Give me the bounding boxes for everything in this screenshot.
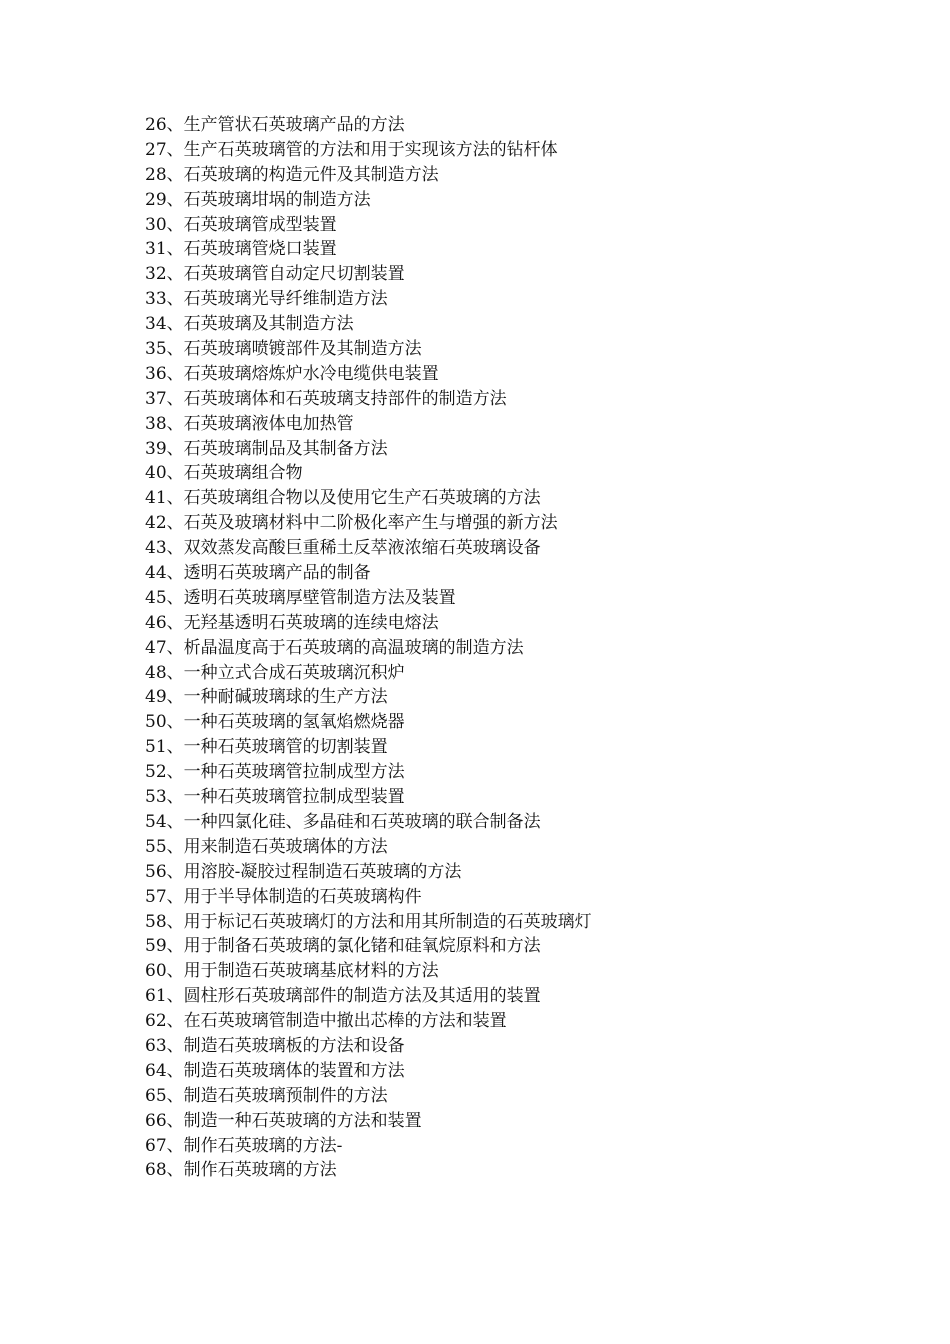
list-item: 54、一种四氯化硅、多晶硅和石英玻璃的联合制备法: [145, 811, 541, 832]
list-item: 35、石英玻璃喷镀部件及其制造方法: [145, 339, 422, 360]
list-item: 27、生产石英玻璃管的方法和用于实现该方法的钻杆体: [145, 139, 558, 160]
list-item: 37、石英玻璃体和石英玻璃支持部件的制造方法: [145, 388, 507, 409]
list-item: 49、一种耐碱玻璃球的生产方法: [145, 687, 388, 708]
list-item: 68、制作石英玻璃的方法: [145, 1160, 337, 1181]
list-item: 44、透明石英玻璃产品的制备: [145, 563, 371, 584]
list-item: 31、石英玻璃管烧口装置: [145, 239, 337, 260]
list-item: 52、一种石英玻璃管拉制成型方法: [145, 762, 405, 783]
list-item: 41、石英玻璃组合物以及使用它生产石英玻璃的方法: [145, 488, 541, 509]
list-item: 67、制作石英玻璃的方法-: [145, 1135, 343, 1156]
list-item: 34、石英玻璃及其制造方法: [145, 314, 354, 335]
list-item: 38、石英玻璃液体电加热管: [145, 413, 354, 434]
list-item: 28、石英玻璃的构造元件及其制造方法: [145, 164, 439, 185]
list-item: 50、一种石英玻璃的氢氧焰燃烧器: [145, 712, 405, 733]
list-item: 59、用于制备石英玻璃的氯化锗和硅氧烷原料和方法: [145, 936, 541, 957]
list-item: 55、用来制造石英玻璃体的方法: [145, 836, 388, 857]
patent-title-list: [145, 113, 592, 1183]
list-item: 63、制造石英玻璃板的方法和设备: [145, 1035, 405, 1056]
list-item: 30、石英玻璃管成型装置: [145, 214, 337, 235]
list-item: 66、制造一种石英玻璃的方法和装置: [145, 1110, 422, 1131]
list-item: 26、生产管状石英玻璃产品的方法: [145, 115, 405, 135]
list-item: 32、石英玻璃管自动定尺切割装置: [145, 264, 405, 285]
list-item: 40、石英玻璃组合物: [145, 463, 303, 484]
list-item: 53、一种石英玻璃管拉制成型装置: [145, 787, 405, 808]
list-item: 39、石英玻璃制品及其制备方法: [145, 438, 388, 459]
list-item: 43、双效蒸发高酸巨重稀土反萃液浓缩石英玻璃设备: [145, 538, 541, 559]
list-item: 45、透明石英玻璃厚壁管制造方法及装置: [145, 587, 456, 608]
list-item: 29、石英玻璃坩埚的制造方法: [145, 189, 371, 210]
list-item: 65、制造石英玻璃预制件的方法: [145, 1085, 388, 1106]
list-item: 36、石英玻璃熔炼炉水冷电缆供电装置: [145, 363, 439, 384]
list-item: 60、用于制造石英玻璃基底材料的方法: [145, 961, 439, 982]
list-item: 57、用于半导体制造的石英玻璃构件: [145, 886, 422, 907]
list-item: 46、无羟基透明石英玻璃的连续电熔法: [145, 612, 439, 633]
list-item: 48、一种立式合成石英玻璃沉积炉: [145, 662, 405, 683]
list-item: 42、石英及玻璃材料中二阶极化率产生与增强的新方法: [145, 513, 558, 534]
list-item: 61、圆柱形石英玻璃部件的制造方法及其适用的装置: [145, 986, 541, 1007]
list-item: 51、一种石英玻璃管的切割装置: [145, 737, 388, 758]
list-item: 62、在石英玻璃管制造中撤出芯棒的方法和装置: [145, 1011, 507, 1032]
list-item: 64、制造石英玻璃体的装置和方法: [145, 1060, 405, 1081]
list-item: 33、石英玻璃光导纤维制造方法: [145, 289, 388, 310]
list-item: 56、用溶胶-凝胶过程制造石英玻璃的方法: [145, 861, 462, 882]
list-item: 58、用于标记石英玻璃灯的方法和用其所制造的石英玻璃灯: [145, 911, 592, 932]
list-item: 47、析晶温度高于石英玻璃的高温玻璃的制造方法: [145, 637, 524, 658]
